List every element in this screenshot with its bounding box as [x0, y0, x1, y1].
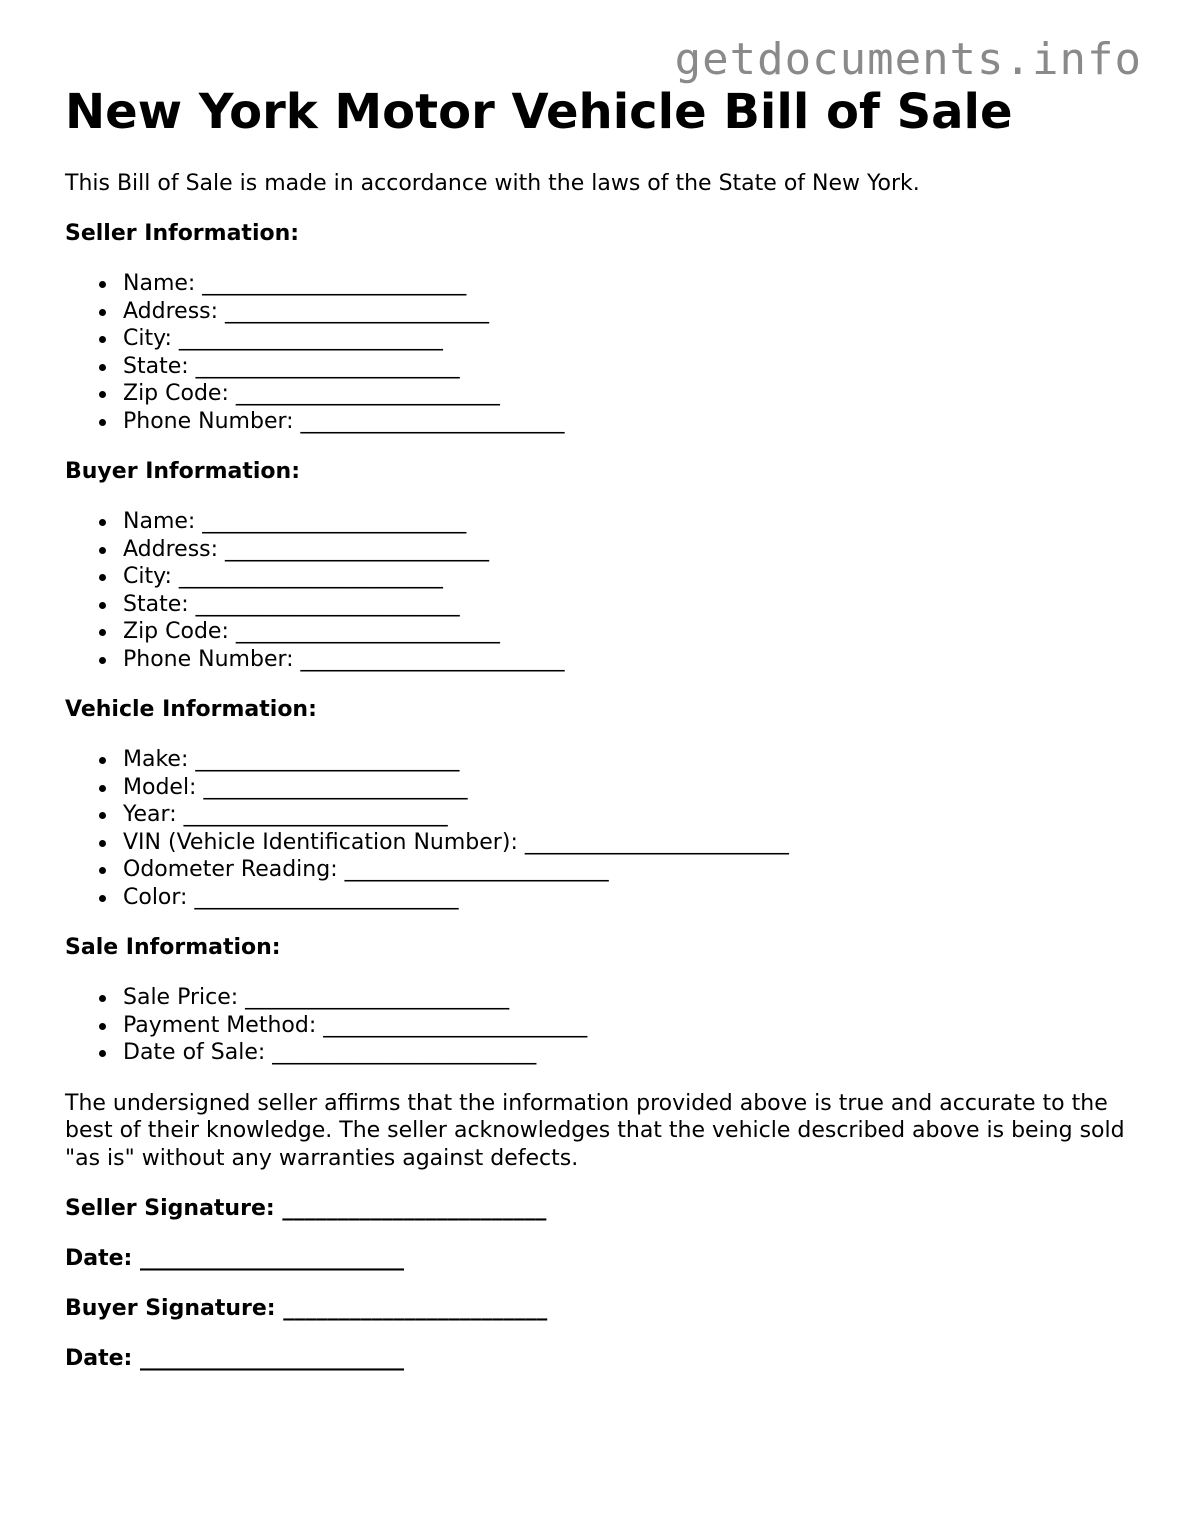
affirmation-text: The undersigned seller affirms that the information provided above is true and accurate to the best of their knowledge. The seller acknowledges that the vehicle described above is being sold "as is" without any warranties against defects.: [65, 1090, 1125, 1171]
vehicle-heading: Vehicle Information:: [65, 697, 317, 722]
vehicle-vin-field: VIN (Vehicle Identification Number): ________________________: [123, 829, 1125, 857]
seller-heading: Seller Information:: [65, 221, 300, 246]
payment-method-field: Payment Method: ________________________: [123, 1012, 1125, 1040]
sale-heading: Sale Information:: [65, 935, 281, 960]
watermark: getdocuments.info: [674, 34, 1142, 85]
seller-city-field: City: ________________________: [123, 325, 1125, 353]
sale-fields-list: [65, 984, 1125, 1067]
document-body: [65, 84, 1125, 1372]
intro-text: This Bill of Sale is made in accordance with the laws of the State of New York.: [65, 171, 920, 196]
vehicle-year-field: Year: ________________________: [123, 801, 1125, 829]
sale-price-field: Sale Price: ________________________: [123, 984, 1125, 1012]
seller-zip-field: Zip Code: ________________________: [123, 380, 1125, 408]
buyer-zip-field: Zip Code: ________________________: [123, 618, 1125, 646]
buyer-state-field: State: ________________________: [123, 591, 1125, 619]
vehicle-make-field: Make: ________________________: [123, 746, 1125, 774]
buyer-phone-field: Phone Number: ________________________: [123, 646, 1125, 674]
seller-phone-field: Phone Number: ________________________: [123, 408, 1125, 436]
buyer-signature-line: Buyer Signature: ________________________: [65, 1296, 548, 1321]
seller-name-field: Name: ________________________: [123, 270, 1125, 298]
seller-signature-line: Seller Signature: ________________________: [65, 1196, 547, 1221]
buyer-city-field: City: ________________________: [123, 563, 1125, 591]
vehicle-model-field: Model: ________________________: [123, 774, 1125, 802]
buyer-heading: Buyer Information:: [65, 459, 300, 484]
buyer-date-line: Date: ________________________: [65, 1346, 405, 1371]
seller-state-field: State: ________________________: [123, 353, 1125, 381]
vehicle-fields-list: [65, 746, 1125, 911]
date-of-sale-field: Date of Sale: ________________________: [123, 1039, 1125, 1067]
seller-address-field: Address: ________________________: [123, 298, 1125, 326]
buyer-address-field: Address: ________________________: [123, 536, 1125, 564]
document-title: New York Motor Vehicle Bill of Sale: [65, 84, 1013, 140]
seller-fields-list: [65, 270, 1125, 435]
seller-date-line: Date: ________________________: [65, 1246, 405, 1271]
buyer-name-field: Name: ________________________: [123, 508, 1125, 536]
vehicle-odometer-field: Odometer Reading: ________________________: [123, 856, 1125, 884]
buyer-fields-list: [65, 508, 1125, 673]
vehicle-color-field: Color: ________________________: [123, 884, 1125, 912]
